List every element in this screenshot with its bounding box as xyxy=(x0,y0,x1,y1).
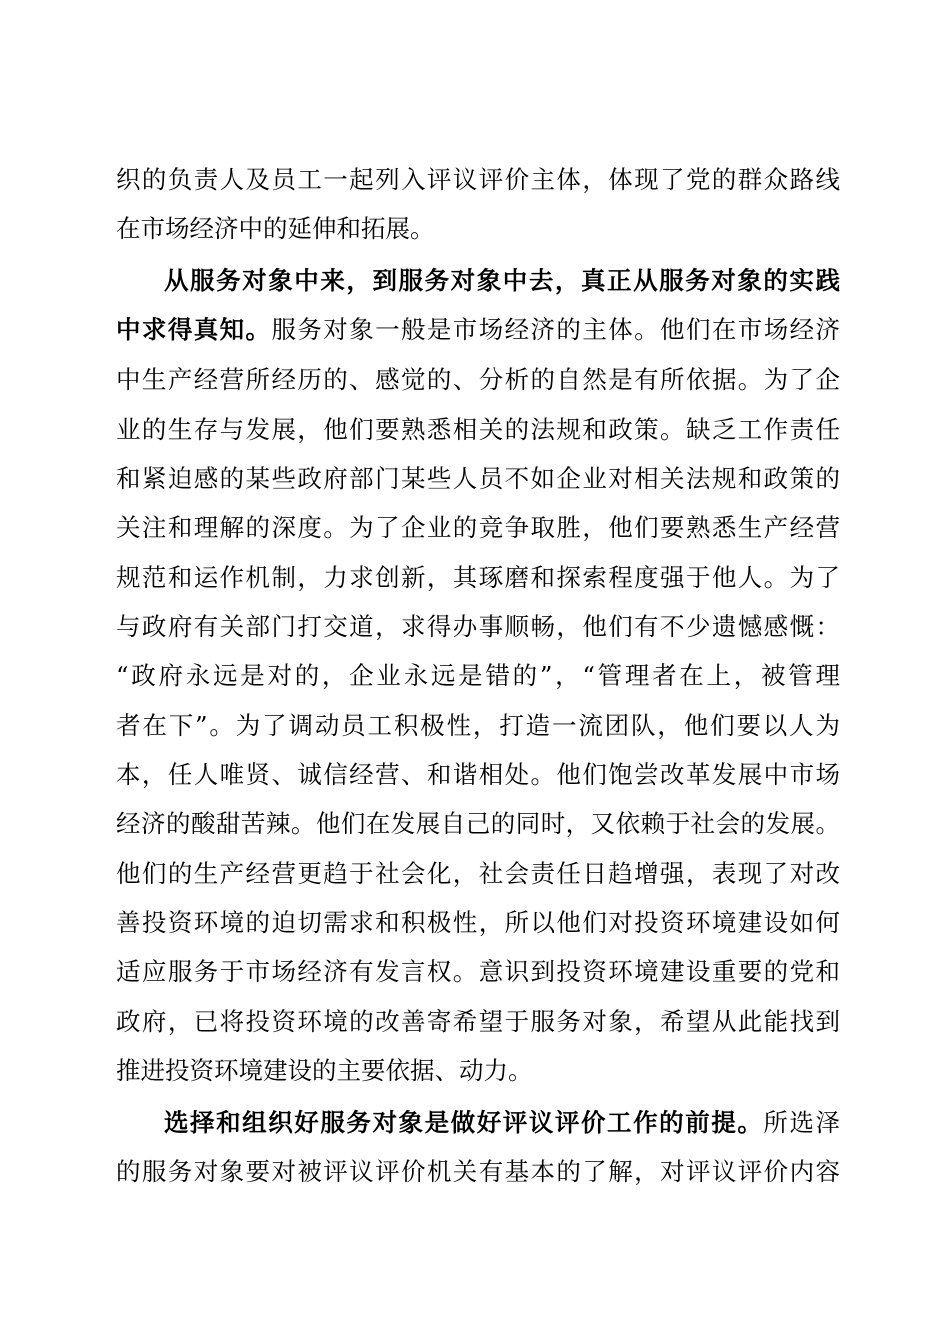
paragraph-2-line-8 xyxy=(116,603,840,651)
paragraph-2-line-17 xyxy=(116,1047,840,1095)
paragraph-2-line-10 xyxy=(116,702,840,750)
body-text: 在市场经济中的延伸和拓展。 xyxy=(116,214,435,243)
paragraph-2-line-9 xyxy=(116,652,840,700)
paragraph-2-line-13 xyxy=(116,850,840,898)
paragraph-2-line-4 xyxy=(116,406,840,454)
body-text: 推进投资环境建设的主要依据、动力。 xyxy=(116,1056,533,1085)
body-text: 政府，已将投资环境的改善寄希望于服务对象，希望从此能找到 xyxy=(116,1007,840,1036)
paragraph-2-line-6 xyxy=(116,504,840,552)
body-text: 他们的生产经营更趋于社会化，社会责任日趋增强，表现了对改 xyxy=(116,859,840,888)
body-text: 规范和运作机制，力求创新，其琢磨和探索程度强于他人。为了 xyxy=(116,563,840,592)
paragraph-2-line-5 xyxy=(116,455,840,503)
bold-lead-text: 从服务对象中来，到服务对象中去，真正从服务对象的实践 xyxy=(164,266,840,295)
paragraph-2-line-7 xyxy=(116,554,840,602)
paragraph-2-line-1 xyxy=(164,257,840,305)
bold-lead-text: 选择和组织好服务对象是做好评议评价工作的前提。 xyxy=(164,1108,764,1137)
body-text: 者在下”。为了调动员工积极性，打造一流团队，他们要以人为 xyxy=(116,711,840,740)
body-text: 中生产经营所经历的、感觉的、分析的自然是有所依据。为了企 xyxy=(116,365,840,394)
body-text: 所选泽 xyxy=(763,1108,840,1137)
body-text: 关注和理解的深度。为了企业的竞争取胜，他们要熟悉生产经营 xyxy=(116,513,840,542)
paragraph-2-line-3 xyxy=(116,356,840,404)
paragraph-3-line-2 xyxy=(116,1148,840,1196)
paragraph-1-line-2 xyxy=(116,205,840,253)
body-text: 适应服务于市场经济有发言权。意识到投资环境建设重要的党和 xyxy=(116,957,840,986)
paragraph-2-line-12 xyxy=(116,800,840,848)
paragraph-2-line-16 xyxy=(116,998,840,1046)
paragraph-2-line-2 xyxy=(116,306,840,354)
body-text: 服务对象一般是市场经济的主体。他们在市场经济 xyxy=(271,315,840,344)
body-text: “政府永远是对的，企业永远是错的”，“管理者在上，被管理 xyxy=(116,661,840,690)
body-text: 的服务对象要对被评议评价机关有基本的了解，对评议评价内容 xyxy=(116,1157,840,1186)
body-text: 和紧迫感的某些政府部门某些人员不如企业对相关法规和政策的 xyxy=(116,464,840,493)
bold-lead-text: 中求得真知。 xyxy=(116,315,272,344)
body-text: 与政府有关部门打交道，求得办事顺畅，他们有不少遗憾感慨： xyxy=(116,612,840,641)
body-text: 织的负责人及员工一起列入评议评价主体，体现了党的群众路线 xyxy=(116,165,840,194)
paragraph-2-line-11 xyxy=(116,751,840,799)
body-text: 业的生存与发展，他们要熟悉相关的法规和政策。缺乏工作责任 xyxy=(116,415,840,444)
paragraph-1-line-1 xyxy=(116,156,840,204)
paragraph-2-line-15 xyxy=(116,948,840,996)
body-text: 善投资环境的迫切需求和积极性，所以他们对投资环境建设如何 xyxy=(116,908,840,937)
paragraph-2-line-14 xyxy=(116,899,840,947)
body-text: 本，任人唯贤、诚信经营、和谐相处。他们饱尝改革发展中市场 xyxy=(116,760,840,789)
body-text: 经济的酸甜苦辣。他们在发展自己的同时，又依赖于社会的发展。 xyxy=(116,809,840,838)
paragraph-3-line-1 xyxy=(164,1099,840,1147)
